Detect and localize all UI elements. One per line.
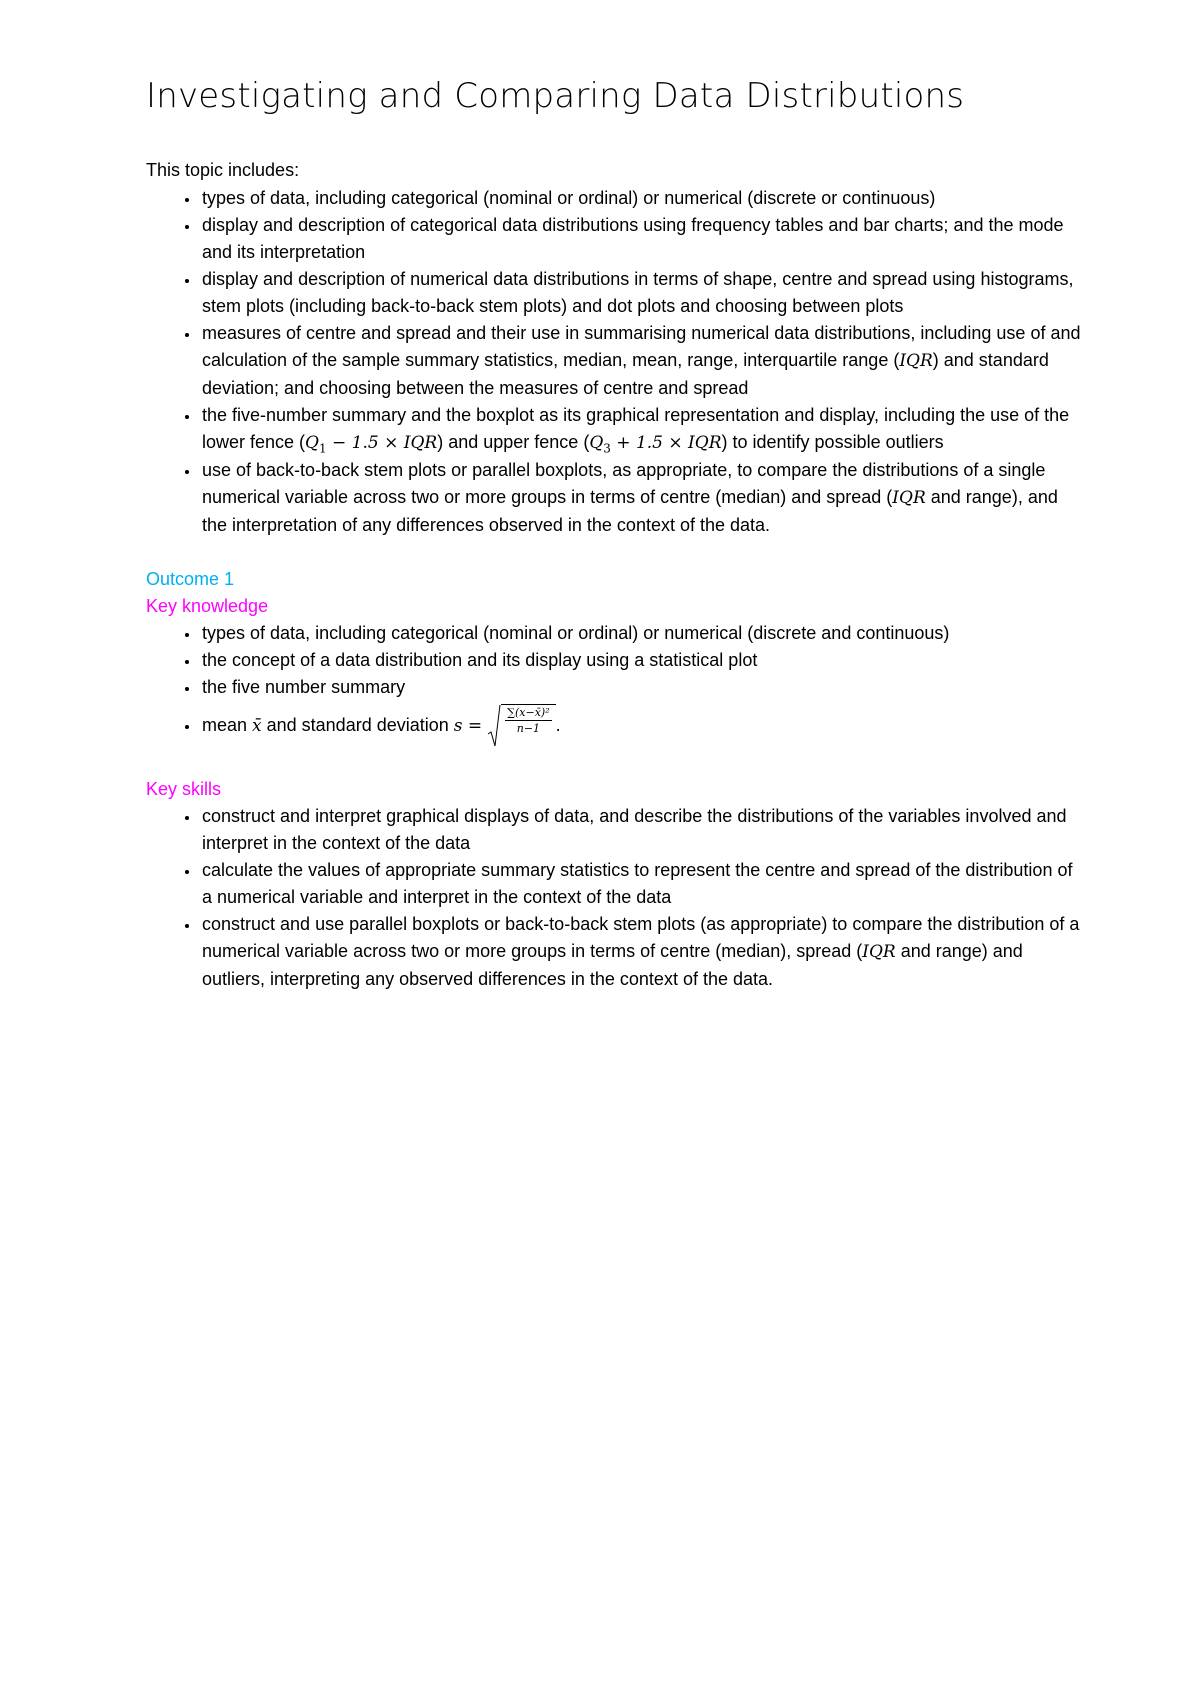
list-item: • display and description of categorical data distributions using frequency tables and bar charts; and the mode and its interpretation	[200, 212, 1086, 266]
list-item: • the concept of a data distribution and its display using a statistical plot	[200, 647, 1086, 674]
std-dev-formula	[487, 704, 555, 748]
math-lower-fence: $Q_1 - 1.5$ × IQR	[305, 432, 438, 456]
list-item: • measures of centre and spread and their use in summarising numerical data distributions, including use of and calculation of the sample summary statistics, median, mean, range, interquartile range (IQR) and standard deviation; and choosing between the measures of centre and spread	[200, 320, 1086, 402]
page-title: Investigating and Comparing Data Distributions	[146, 76, 965, 116]
math-iqr: IQR	[899, 350, 933, 371]
outcome-heading: Outcome 1	[146, 568, 235, 589]
list-item: • calculate the values of appropriate summary statistics to represent the centre and spread of the distribution of a numerical variable and interpret in the context of the data	[200, 857, 1086, 911]
key-knowledge-list	[146, 620, 1086, 750]
list-item: • construct and interpret graphical displays of data, and describe the distributions of the variables involved and interpret in the context of the data	[200, 803, 1086, 857]
list-item: • the five-number summary and the boxplot as its graphical representation and display, including the use of the lower fence $(Q_1 - 1.5 \times IQR)$ and upper fence $(Q_3 + 1.5 \times IQR)$ to identify possible outliers	[200, 402, 1086, 457]
math-iqr: IQR	[892, 487, 926, 508]
list-item: • construct and use parallel boxplots or back-to-back stem plots (as appropriate) to compare the distribution of a numerical variable across two or more groups in terms of centre (median), spread (IQR and range) and outliers, interpreting any observed differences in the context of the data.	[200, 911, 1086, 993]
intro-text: This topic includes:	[146, 159, 300, 180]
list-item: • display and description of numerical data distributions in terms of shape, centre and spread using histograms, stem plots (including back-to-back stem plots) and dot plots and choosing between plots	[200, 266, 1086, 320]
topic-list	[146, 185, 1086, 539]
formula-denominator: n−1	[516, 722, 541, 736]
list-item: • use of back-to-back stem plots or parallel boxplots, as appropriate, to compare the distributions of a single numerical variable across two or more groups in terms of centre (median) and spread (IQR and range), and the interpretation of any differences observed in the context of the data.	[200, 457, 1086, 539]
sqrt-icon	[487, 704, 501, 748]
document-page	[146, 76, 1086, 993]
list-item: • types of data, including categorical (nominal or ordinal) or numerical (discrete or continuous)	[200, 185, 1086, 212]
math-upper-fence: $Q_3 + 1.5$ × IQR	[589, 432, 722, 456]
key-skills-heading: Key skills	[146, 778, 222, 799]
math-s: s =	[453, 715, 483, 736]
key-knowledge-heading: Key knowledge	[146, 595, 269, 616]
list-item: • types of data, including categorical (nominal or ordinal) or numerical (discrete and continuous)	[200, 620, 1086, 647]
key-skills-list	[146, 803, 1086, 993]
list-item: • the five number summary	[200, 674, 1086, 701]
math-iqr: IQR	[862, 941, 896, 962]
list-item: • mean x̄ and standard deviation s = $\frac{\text{∑(x−x̄)²}}{n-1}$ .	[200, 701, 1086, 750]
math-mean: x̄	[252, 715, 262, 736]
formula-numerator: ∑(x−x̄)²	[507, 706, 550, 720]
